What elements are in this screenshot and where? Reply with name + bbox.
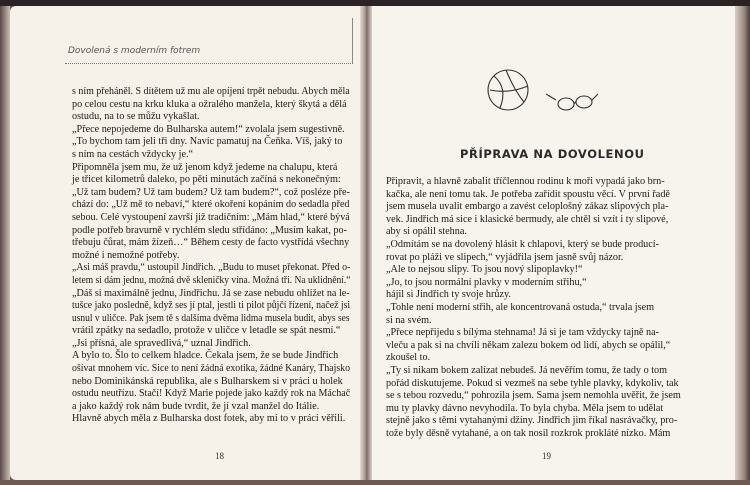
text-line: „Odmítám se na dovolený hlásit k chlapovi, který se bude producí- — [386, 238, 660, 250]
text-line: Připomněla jsem mu, že už jenom když jedeme na chalupu, která — [72, 161, 338, 173]
left-book-edge — [0, 6, 10, 480]
text-line: „Ale to nejsou slipy. To jsou nový slipoplavky!“ — [386, 264, 583, 276]
page-number: 19 — [542, 451, 551, 461]
text-line: hájil si Jindřich ty svoje hrůzy. — [386, 289, 511, 301]
text-line: kačka, ale není tomu tak. Je potřeba zařídit spoustu věcí. V první řadě — [386, 188, 670, 200]
text-line: se s tebou rozvedu,“ pohrozila jsem. Sama jsem nemohla uvěřit, že jsem — [386, 390, 681, 402]
text-line: mu ty plavky dávno nevyhodila. To byla chyba. Měla jsem to udělat — [386, 402, 664, 414]
text-line: pořád diskutujeme. Pokud si vezmeš na sebe tyhle plavky, kdykoliv, tak — [386, 377, 679, 389]
text-line: a jako každý rok nám bude tvrdit, že jí vzal manžel do Itálie. — [72, 400, 320, 412]
text-line: po celou cestu na krku kluka a ožralého manžela, který škytá a dělá — [72, 98, 347, 110]
chapter-title: PŘÍPRAVA NA DOVOLENOU — [460, 147, 645, 161]
text-line: aby si opálil stehna. — [386, 226, 467, 238]
text-line: stejně jako s těmi vytahanými džíny. Jindřich jim říkal nasrávačky, pro- — [386, 415, 678, 427]
text-line: chází do: „Už mě to nebaví,“ které okoření kopáním do sedadla před — [72, 199, 350, 211]
text-line: „To bychom tam jeli tři dny. Navíc pamatuj na Čeňka. Víš, jaký to — [72, 136, 343, 148]
text-line: podle potřeb bravurně v rychlém sledu střídáno: „Musím kakat, po- — [72, 224, 347, 236]
text-line: „Už tam budem? Už tam budem? Už tam budem?“, což posléze pře- — [72, 186, 350, 198]
text-line: rovat po pláži ve slipech,“ vyjádřila jsem jasně svůj názor. — [386, 251, 624, 263]
text-line: ošívat mnohem víc. Sice to není žádná exotika, žádné Kanáry, Thajsko — [72, 363, 350, 375]
text-line: „Přece nepřijedu s bílýma stehnama! Já si je tam vždycky tajně na- — [386, 327, 659, 339]
text-line: sebou. Celé vystoupení završí již tradičním: „Mám hlad,“ které bývá — [72, 211, 350, 223]
text-line: A bylo to. Šlo to celkem hladce. Čekala jsem, že se bude Jindřich — [72, 350, 339, 362]
sunglasses-icon — [546, 94, 598, 110]
right-book-edge — [735, 6, 750, 480]
text-line: vek. Jindřich má sice i klasické bermudy, ale chtěl si vzít i ty slipové, — [386, 213, 669, 225]
running-head: Dovolená s moderním fotrem — [68, 46, 201, 56]
text-line: vleču a pak si na chvíli někam zalezu bokem od lidí, abych se opálil,“ — [386, 339, 671, 351]
right-body-text — [386, 176, 698, 440]
text-line: „Přece nepojedeme do Bulharska autem!“ zvolala jsem sugestivně. — [72, 123, 345, 135]
text-line: možné i nemožné potřeby. — [72, 249, 180, 261]
text-line: s ním na cestách vždycky je.“ — [72, 148, 194, 160]
text-line: „Jo, to jsou normální plavky v moderním střihu,“ — [386, 276, 587, 288]
text-line: je třicet kilometrů daleko, po pěti minutách začíná s nekonečným: — [72, 174, 341, 186]
text-line: Hlavně abych měla z Bulharska dost fotek, aby mi to v práci věřili. — [72, 413, 346, 425]
page-number: 18 — [215, 451, 224, 461]
running-head-rule — [65, 63, 353, 64]
text-line: „Asi máš pravdu,“ ustoupil Jindřich. „Budu to muset překonat. Před o- — [72, 262, 351, 274]
doodle-illustration — [484, 66, 604, 118]
text-line: jsem musela uvalit embargo a zavést celoplošný zákaz slipových pla- — [386, 201, 669, 213]
text-line: „Jsi přísná, ale spravedlivá,“ uznal Jindřich. — [72, 337, 251, 349]
text-line: Připravit, a hlavně zabalit tříčlennou rodinu k moři vypadá jako brn- — [386, 176, 665, 187]
gutter — [360, 6, 372, 480]
right-page — [372, 6, 735, 480]
text-line: s ním přeháněl. S dítětem už mu ale opíjení trpět nebudu. Abych měla — [72, 86, 350, 97]
text-line: vrátil zpátky na sedadlo, protože v uličce v letadle se spát nesmí.“ — [72, 325, 341, 337]
left-page — [10, 6, 360, 480]
text-line: „Ty si nikam bokem zalízat nebudeš. Já nevěřím tomu, že tady o tom — [386, 364, 668, 376]
text-line: letem si dám jednu, možná dvě skleničky vína. Možná tři. Na uklidnění.“ — [72, 274, 351, 286]
text-line: usnul v uličce. Pak jsem tě s dalšíma dvěma lidma musela budit, abys ses — [72, 312, 350, 324]
left-body-text — [72, 86, 350, 426]
text-line: „Tohle není moderní střih, ale koncentrovaná ostuda,“ trvala jsem — [386, 301, 655, 313]
text-line: zkoušel to. — [386, 352, 431, 364]
text-line: ostudu neutřízu. Stačí! Když Marie pojede jako každý rok na Máchač — [72, 388, 351, 400]
text-line: třebuju čůrat, mám žízeň…“ Během cesty de facto vystřídá všechny — [72, 237, 350, 249]
text-line: tušce jako posledně, když ses jí ptal, jestli ti pilot půjčí řízení, načež jsi — [72, 300, 351, 312]
text-line: tože byly děsně vytahané, a on tak nosil rozkrok prokláté nízko. Mám — [386, 427, 671, 439]
header-divider — [352, 18, 353, 64]
text-line: si na svém. — [386, 314, 432, 326]
text-line: nebo Dominikánská republika, ale s Bulharskem si v práci u holek — [72, 375, 343, 387]
beach-ball-icon — [488, 70, 528, 110]
text-line: „Dáš si maximálně jednu, Jindřichu. Já se zase nebudu ohlížet na le- — [72, 287, 350, 299]
text-line: ostudu, na to se můžu vykašlat. — [72, 111, 200, 123]
